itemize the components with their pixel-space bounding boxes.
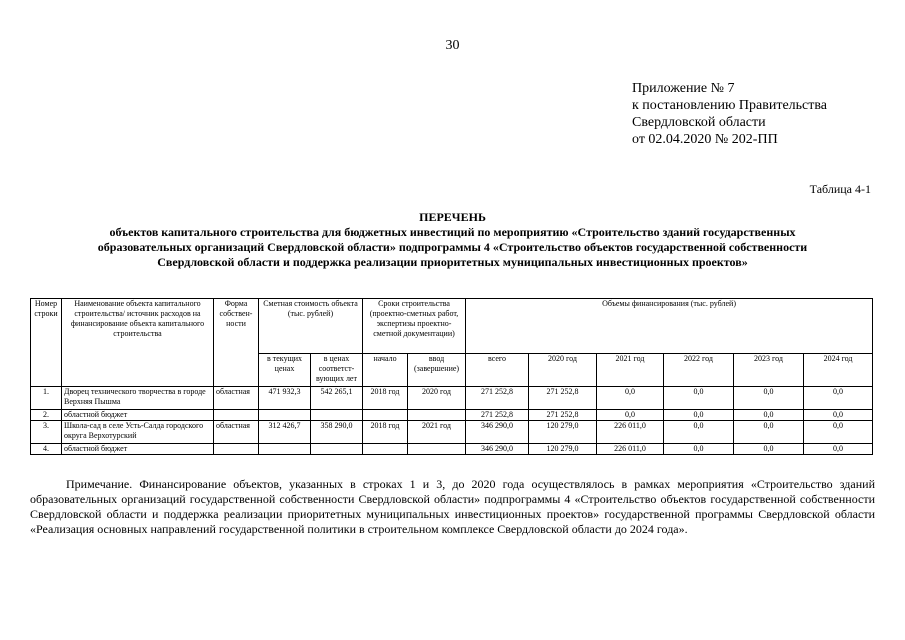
cell-2022: 0,0 — [664, 444, 734, 455]
title-line: образовательных организаций Свердловской области» подпрограммы 4 «Строительство объектов государственной собственности — [97, 240, 808, 254]
title-line: объектов капитального строительства для бюджетных инвестиций по мероприятию «Строительство зданий государственных — [109, 225, 796, 239]
cell-2024: 0,0 — [804, 444, 873, 455]
footnote: Примечание. Финансирование объектов, указанных в строках 1 и 3, до 2020 года осуществлялось в рамках мероприятия «Строительство зданий образовательных организаций государственной собственности Свердловской области» подпрограммы 4 «Строительство объектов государственной собственности Свердловской области и поддержка реализации приоритетных муниципальных инвестиционных проектов» государственной программы Свердловской области «Реализация основных направлений государственной политики в строительном комплексе Свердловской области до 2024 года». — [30, 477, 875, 536]
cell-2022: 0,0 — [664, 421, 734, 444]
header-estimate-years: в ценах соответст-вующих лет — [311, 354, 363, 387]
header-row — [31, 299, 873, 354]
cell-num: 1. — [31, 387, 62, 410]
cell-name: Школа-сад в селе Усть-Салда городского округа Верхотурский — [62, 421, 214, 444]
cell-total: 346 290,0 — [466, 444, 529, 455]
cell-est-years — [311, 410, 363, 421]
table-row — [31, 410, 873, 421]
appendix-line: от 02.04.2020 № 202-ПП — [632, 132, 778, 147]
cell-2022: 0,0 — [664, 387, 734, 410]
cell-2023: 0,0 — [734, 410, 804, 421]
cell-num: 4. — [31, 444, 62, 455]
cell-end: 2021 год — [408, 421, 466, 444]
cell-name: областной бюджет — [62, 410, 214, 421]
cell-2024: 0,0 — [804, 410, 873, 421]
table-row — [31, 387, 873, 410]
appendix-line: Свердловской области — [632, 115, 766, 130]
appendix-line: к постановлению Правительства — [632, 98, 828, 113]
cell-2022: 0,0 — [664, 410, 734, 421]
cell-ownership: областная — [214, 387, 259, 410]
cell-start: 2018 год — [363, 387, 408, 410]
cell-2023: 0,0 — [734, 421, 804, 444]
cell-est-current: 471 932,3 — [259, 387, 311, 410]
header-ownership: Форма собствен-ности — [214, 299, 259, 387]
table-label: Таблица 4-1 — [809, 182, 871, 196]
cell-2024: 0,0 — [804, 421, 873, 444]
cell-total: 346 290,0 — [466, 421, 529, 444]
header-estimate-current: в текущих ценах — [259, 354, 311, 387]
header-terms-start: начало — [363, 354, 408, 387]
header-2023: 2023 год — [734, 354, 804, 387]
cell-start — [363, 410, 408, 421]
document-title — [60, 210, 845, 270]
cell-est-current — [259, 410, 311, 421]
page-number: 30 — [445, 38, 460, 53]
appendix-line: Приложение № 7 — [632, 81, 735, 96]
header-volumes: Объемы финансирования (тыс. рублей) — [466, 299, 873, 354]
cell-est-years: 542 265,1 — [311, 387, 363, 410]
cell-2020: 120 279,0 — [529, 421, 597, 444]
cell-2020: 271 252,8 — [529, 387, 597, 410]
cell-est-years — [311, 444, 363, 455]
header-2020: 2020 год — [529, 354, 597, 387]
table-row — [31, 421, 873, 444]
cell-est-current: 312 426,7 — [259, 421, 311, 444]
cell-end: 2020 год — [408, 387, 466, 410]
cell-name: областной бюджет — [62, 444, 214, 455]
cell-total: 271 252,8 — [466, 410, 529, 421]
investment-table — [30, 298, 873, 455]
header-name: Наименование объекта капитального строительства/ источник расходов на финансирование объекта капитального строительства — [62, 299, 214, 387]
header-2021: 2021 год — [597, 354, 664, 387]
cell-name: Дворец технического творчества в городе Верхняя Пышма — [62, 387, 214, 410]
cell-end — [408, 444, 466, 455]
header-terms-end: ввод (завершение) — [408, 354, 466, 387]
cell-2024: 0,0 — [804, 387, 873, 410]
cell-2023: 0,0 — [734, 444, 804, 455]
cell-num: 3. — [31, 421, 62, 444]
cell-start — [363, 444, 408, 455]
header-2024: 2024 год — [804, 354, 873, 387]
cell-end — [408, 410, 466, 421]
cell-ownership — [214, 410, 259, 421]
cell-2021: 0,0 — [597, 410, 664, 421]
header-estimate: Сметная стоимость объекта (тыс. рублей) — [259, 299, 363, 354]
table-row — [31, 444, 873, 455]
appendix-block — [632, 80, 827, 148]
cell-2021: 226 011,0 — [597, 444, 664, 455]
cell-2021: 0,0 — [597, 387, 664, 410]
header-total: всего — [466, 354, 529, 387]
cell-total: 271 252,8 — [466, 387, 529, 410]
cell-2020: 271 252,8 — [529, 410, 597, 421]
cell-ownership — [214, 444, 259, 455]
header-2022: 2022 год — [664, 354, 734, 387]
cell-2023: 0,0 — [734, 387, 804, 410]
header-terms: Сроки строительства (проектно-сметных работ, экспертизы проектно-сметной документации) — [363, 299, 466, 354]
cell-est-current — [259, 444, 311, 455]
cell-start: 2018 год — [363, 421, 408, 444]
cell-num: 2. — [31, 410, 62, 421]
cell-ownership: областная — [214, 421, 259, 444]
header-row-number: Номер строки — [31, 299, 62, 387]
title-line: Свердловской области и поддержка реализации приоритетных муниципальных инвестиционных проектов» — [157, 255, 748, 269]
cell-2020: 120 279,0 — [529, 444, 597, 455]
cell-est-years: 358 290,0 — [311, 421, 363, 444]
title-heading: ПЕРЕЧЕНЬ — [419, 210, 486, 224]
cell-2021: 226 011,0 — [597, 421, 664, 444]
